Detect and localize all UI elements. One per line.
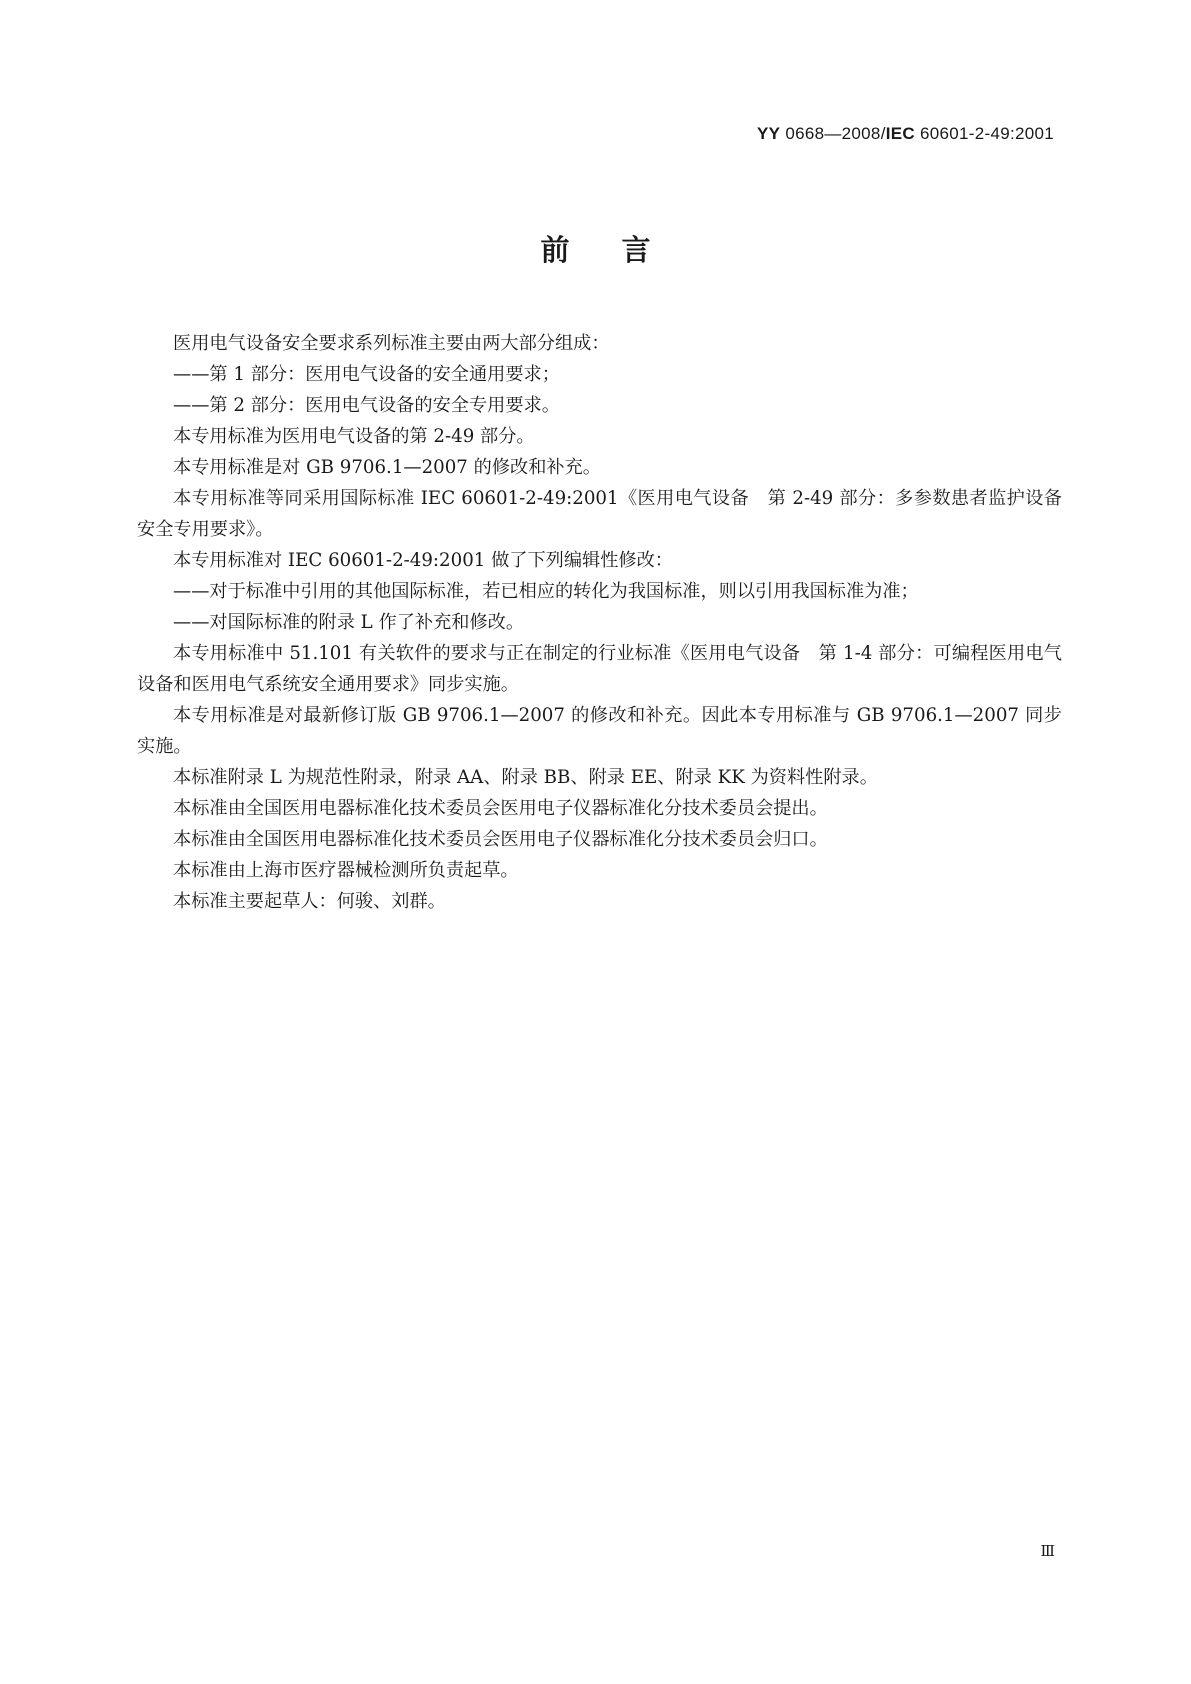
paragraph: 本标准由上海市医疗器械检测所负责起草。 [173,860,519,881]
foreword-body [137,328,1062,917]
header-code-number: 0668—2008/ [780,124,886,143]
paragraph: 本专用标准对 IEC 60601-2-49:2001 做了下列编辑性修改： [173,550,673,571]
paragraph: 本专用标准是对最新修订版 GB 9706.1—2007 的修改和补充。因此本专用标准与 GB 9706.1—2007 同步实施。 [137,705,1062,757]
paragraph: 本标准主要起草人：何骏、刘群。 [173,891,446,912]
paragraph: 本专用标准为医用电气设备的第 2-49 部分。 [173,426,535,447]
page-title: 前言 [540,233,703,267]
paragraph: 本标准由全国医用电器标准化技术委员会医用电子仪器标准化分技术委员会提出。 [173,798,828,819]
header-code-iec-number: 60601-2-49:2001 [914,124,1054,143]
page-number: Ⅲ [1040,1542,1054,1560]
paragraph: 本专用标准等同采用国际标准 IEC 60601-2-49:2001《医用电气设备 第 2-49 部分：多参数患者监护设备安全专用要求》。 [137,488,1062,540]
paragraph: 本标准由全国医用电器标准化技术委员会医用电子仪器标准化分技术委员会归口。 [173,829,828,850]
paragraph: ——对国际标准的附录 L 作了补充和修改。 [173,612,525,633]
header-code-yy: YY [757,124,781,143]
paragraph: 本专用标准是对 GB 9706.1—2007 的修改和补充。 [173,457,601,478]
paragraph: ——对于标准中引用的其他国际标准，若已相应的转化为我国标准，则以引用我国标准为准； [173,581,919,602]
paragraph: ——第 1 部分：医用电气设备的安全通用要求； [173,364,560,385]
standard-number-header [757,124,1054,144]
paragraph: 医用电气设备安全要求系列标准主要由两大部分组成： [173,333,610,354]
paragraph: 本专用标准中 51.101 有关软件的要求与正在制定的行业标准《医用电气设备 第 1-4 部分：可编程医用电气设备和医用电气系统安全通用要求》同步实施。 [137,643,1062,695]
header-code-iec: IEC [885,124,915,143]
paragraph: 本标准附录 L 为规范性附录，附录 AA、附录 BB、附录 EE、附录 KK 为资料性附录。 [173,767,878,788]
paragraph: ——第 2 部分：医用电气设备的安全专用要求。 [173,395,560,416]
